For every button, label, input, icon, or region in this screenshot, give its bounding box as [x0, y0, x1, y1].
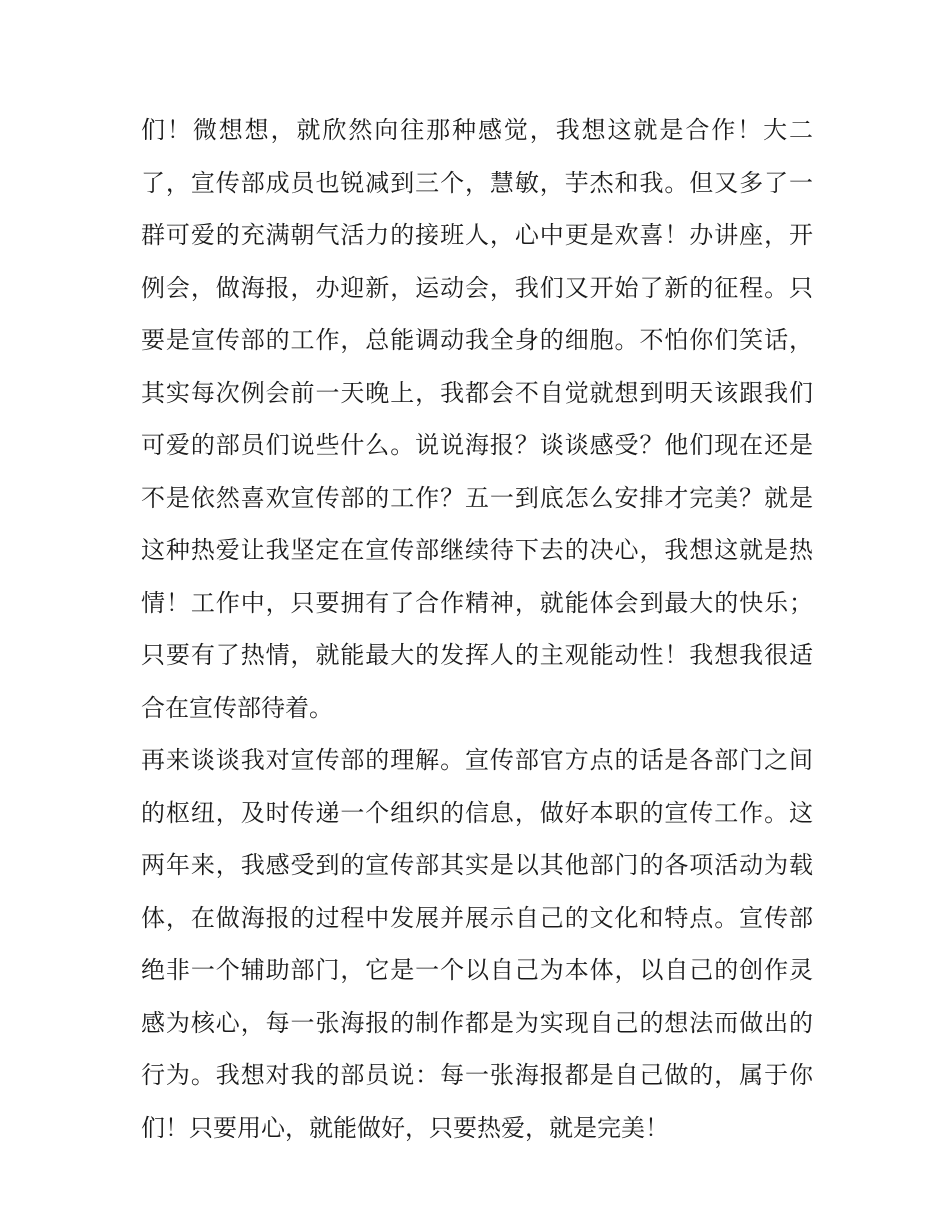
text-line: 们！微想想，就欣然向往那种感觉，我想这就是合作！大二	[141, 116, 813, 144]
text-line: 不是依然喜欢宣传部的工作？五一到底怎么安排才完美？就是	[141, 483, 813, 512]
text-line: 情！工作中，只要拥有了合作精神，就能体会到最大的快乐；	[141, 588, 813, 617]
text-line: 绝非一个辅助部门，它是一个以自己为本体，以自己的创作灵	[141, 956, 813, 984]
text-line: 行为。我想对我的部员说：每一张海报都是自己做的，属于你	[141, 1061, 813, 1089]
paragraph-end-line: 合在宣传部待着。	[141, 693, 333, 722]
text-line: 的枢纽，及时传递一个组织的信息，做好本职的宣传工作。这	[141, 798, 813, 827]
text-line: 例会，做海报，办迎新，运动会，我们又开始了新的征程。只	[141, 273, 813, 302]
text-line: 感为核心，每一张海报的制作都是为实现自己的想法而做出的	[141, 1008, 813, 1037]
text-line: 要是宣传部的工作，总能调动我全身的细胞。不怕你们笑话，	[141, 326, 813, 354]
text-line: 两年来，我感受到的宣传部其实是以其他部门的各项活动为载	[141, 851, 813, 879]
text-line: 其实每次例会前一天晚上，我都会不自觉就想到明天该跟我们	[141, 378, 813, 407]
text-line: 群可爱的充满朝气活力的接班人，心中更是欢喜！办讲座，开	[141, 221, 813, 249]
text-line: 这种热爱让我坚定在宣传部继续待下去的决心，我想这就是热	[141, 536, 813, 564]
text-line: 了，宣传部成员也锐减到三个，慧敏，芋杰和我。但又多了一	[141, 168, 813, 197]
paragraph-end-line: 们！只要用心，就能做好，只要热爱，就是完美！	[141, 1113, 669, 1142]
text-line: 体，在做海报的过程中发展并展示自己的文化和特点。宣传部	[141, 903, 813, 932]
text-line: 再来谈谈我对宣传部的理解。宣传部官方点的话是各部门之间	[141, 746, 813, 774]
body-text	[141, 104, 813, 1154]
text-line: 可爱的部员们说些什么。说说海报？谈谈感受？他们现在还是	[141, 431, 813, 459]
text-line: 只要有了热情，就能最大的发挥人的主观能动性！我想我很适	[141, 641, 813, 669]
